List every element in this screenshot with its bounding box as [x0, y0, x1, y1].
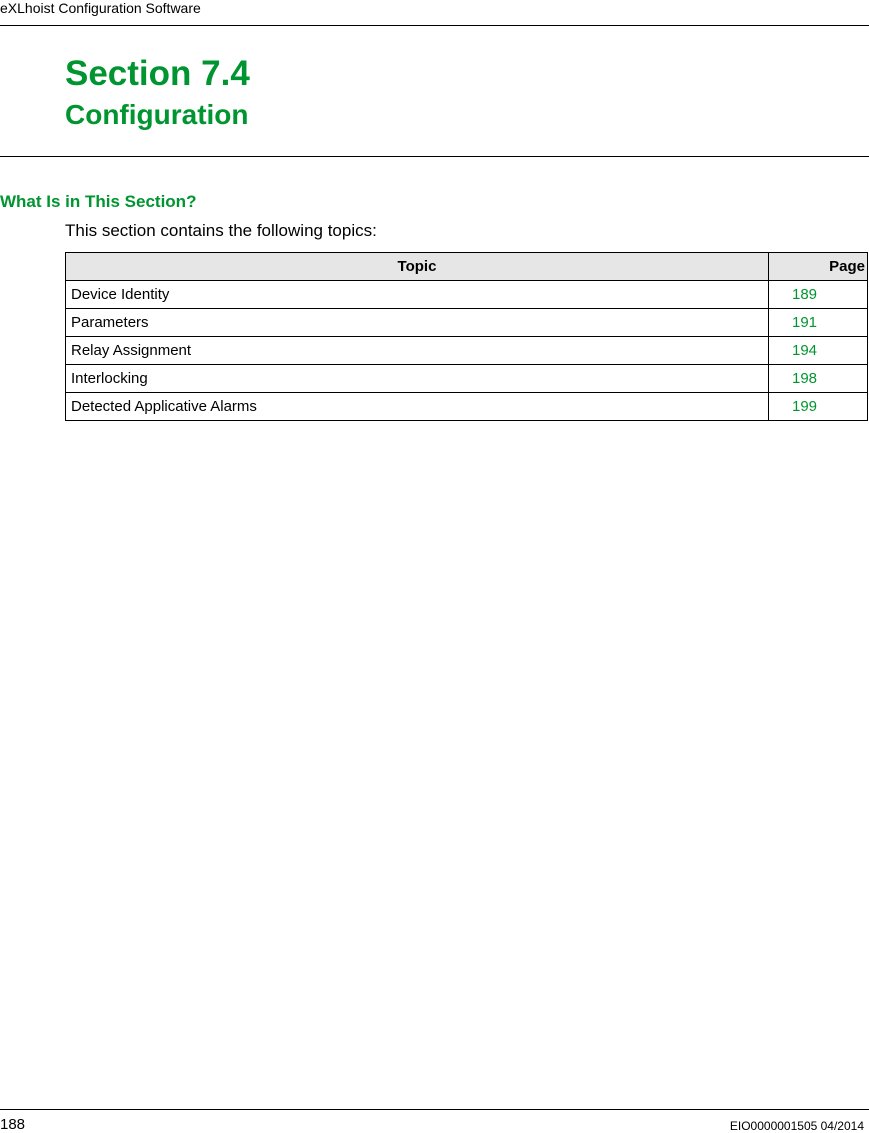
table-header-row — [66, 253, 868, 281]
topic-parameters: Parameters — [66, 309, 769, 337]
page-link[interactable]: 198 — [769, 365, 868, 393]
table-row[interactable] — [66, 365, 868, 393]
table-row[interactable] — [66, 281, 868, 309]
section-title: Configuration — [65, 99, 249, 130]
topic-interlocking: Interlocking — [66, 365, 769, 393]
table-row[interactable] — [66, 393, 868, 421]
topic-device-identity: Device Identity — [66, 281, 769, 309]
intro-text: This section contains the following topics: — [65, 221, 377, 240]
footer-divider — [0, 1109, 869, 1110]
section-number: Section 7.4 — [65, 54, 250, 93]
page-link[interactable]: 191 — [769, 309, 868, 337]
page-link[interactable]: 194 — [769, 337, 868, 365]
page-link[interactable]: 199 — [769, 393, 868, 421]
topic-detected-applicative-alarms: Detected Applicative Alarms — [66, 393, 769, 421]
what-is-in-section-heading: What Is in This Section? — [0, 192, 197, 211]
topic-relay-assignment: Relay Assignment — [66, 337, 769, 365]
column-header-topic: Topic — [66, 253, 769, 281]
document-reference: EIO0000001505 04/2014 — [729, 1119, 864, 1133]
table-row[interactable] — [66, 309, 868, 337]
topics-table — [65, 252, 868, 421]
page-link[interactable]: 189 — [769, 281, 868, 309]
running-header: eXLhoist Configuration Software — [0, 0, 201, 16]
header-divider — [0, 25, 869, 26]
page-number: 188 — [0, 1116, 26, 1133]
table-row[interactable] — [66, 337, 868, 365]
column-header-page: Page — [769, 253, 868, 281]
section-divider — [0, 156, 869, 157]
